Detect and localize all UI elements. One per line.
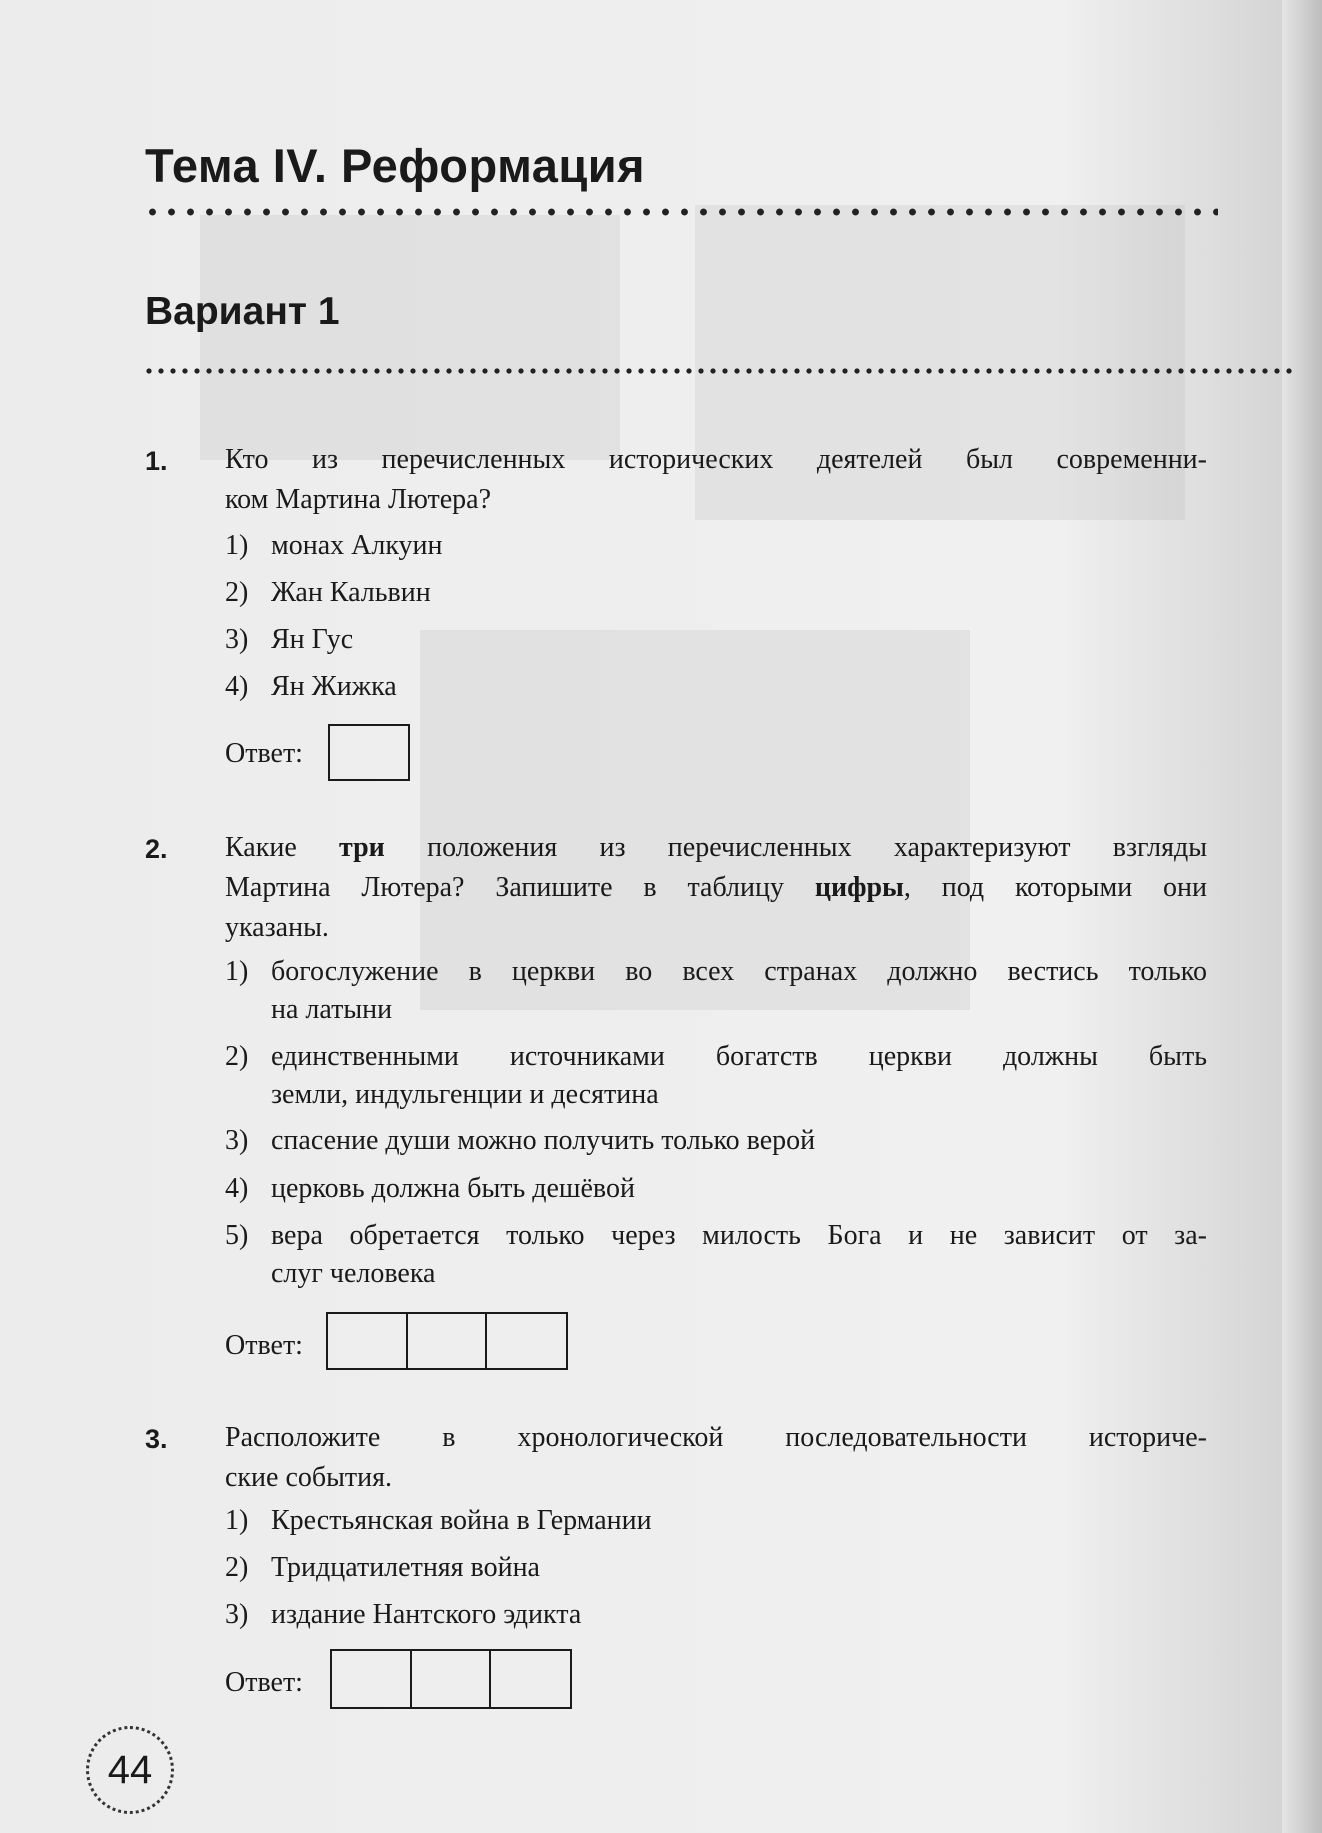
answer-label: Ответ: — [225, 738, 303, 769]
variant-divider — [143, 367, 1293, 375]
question-text-line: ком Мартина Лютера? — [225, 484, 492, 515]
question-text-line: Кто из перечисленных исторических деятелей был современни- — [225, 444, 1207, 475]
question-number: 1. — [145, 446, 168, 476]
question-text — [225, 440, 1207, 520]
variant-title: Вариант 1 — [145, 290, 340, 333]
answer-option: 1) Крестьянская война в Германии — [225, 1505, 652, 1536]
answer-option: 1) богослужение в церкви во всех странах должно вестись только на латыни — [225, 956, 1207, 1025]
page-number: 44 — [86, 1726, 174, 1814]
answer-option: 5) вера обретается только через милость Бога и не зависит от за- слуг человека — [225, 1220, 1207, 1289]
answer-cell-divider — [489, 1651, 491, 1707]
question-text-line: указаны. — [225, 912, 329, 943]
answer-option: 1) монах Алкуин — [225, 530, 443, 561]
question-number: 3. — [145, 1424, 168, 1454]
answer-cell-divider — [485, 1314, 487, 1368]
question-number: 2. — [145, 834, 168, 864]
answer-option: 3) спасение души можно получить только верой — [225, 1125, 816, 1156]
answer-option: 2) Тридцатилетняя война — [225, 1552, 540, 1583]
answer-label: Ответ: — [225, 1330, 303, 1361]
question-text-line: Мартина Лютера? Запишите в таблицу цифры, под которыми они — [225, 872, 1207, 903]
answer-option: 2) Жан Кальвин — [225, 577, 431, 608]
topic-title: Тема IV. Реформация — [145, 139, 646, 192]
answer-option: 3) Ян Гус — [225, 624, 354, 655]
answer-option: 3) издание Нантского эдикта — [225, 1599, 582, 1630]
answer-label: Ответ: — [225, 1667, 303, 1698]
answer-cell-divider — [406, 1314, 408, 1368]
answer-cell-divider — [410, 1651, 412, 1707]
answer-option: 2) единственными источниками богатств церкви должны быть земли, индульгенции и десятина — [225, 1041, 1207, 1110]
answer-box[interactable] — [328, 724, 410, 781]
answer-option: 4) церковь должна быть дешёвой — [225, 1173, 635, 1204]
question-text — [225, 828, 1207, 948]
question-text — [225, 1418, 1207, 1498]
question-text-line: Расположите в хронологической последовательности историче- — [225, 1422, 1207, 1453]
answer-option: 4) Ян Жижка — [225, 671, 397, 702]
question-text-line: ские события. — [225, 1462, 393, 1493]
answer-table[interactable] — [326, 1312, 568, 1370]
page-edge-shadow — [1282, 0, 1322, 1833]
answer-table[interactable] — [330, 1649, 572, 1709]
title-divider — [143, 207, 1218, 217]
question-text-line: Какие три положения из перечисленных характеризуют взгляды — [225, 832, 1208, 863]
show-through-image — [200, 215, 620, 460]
